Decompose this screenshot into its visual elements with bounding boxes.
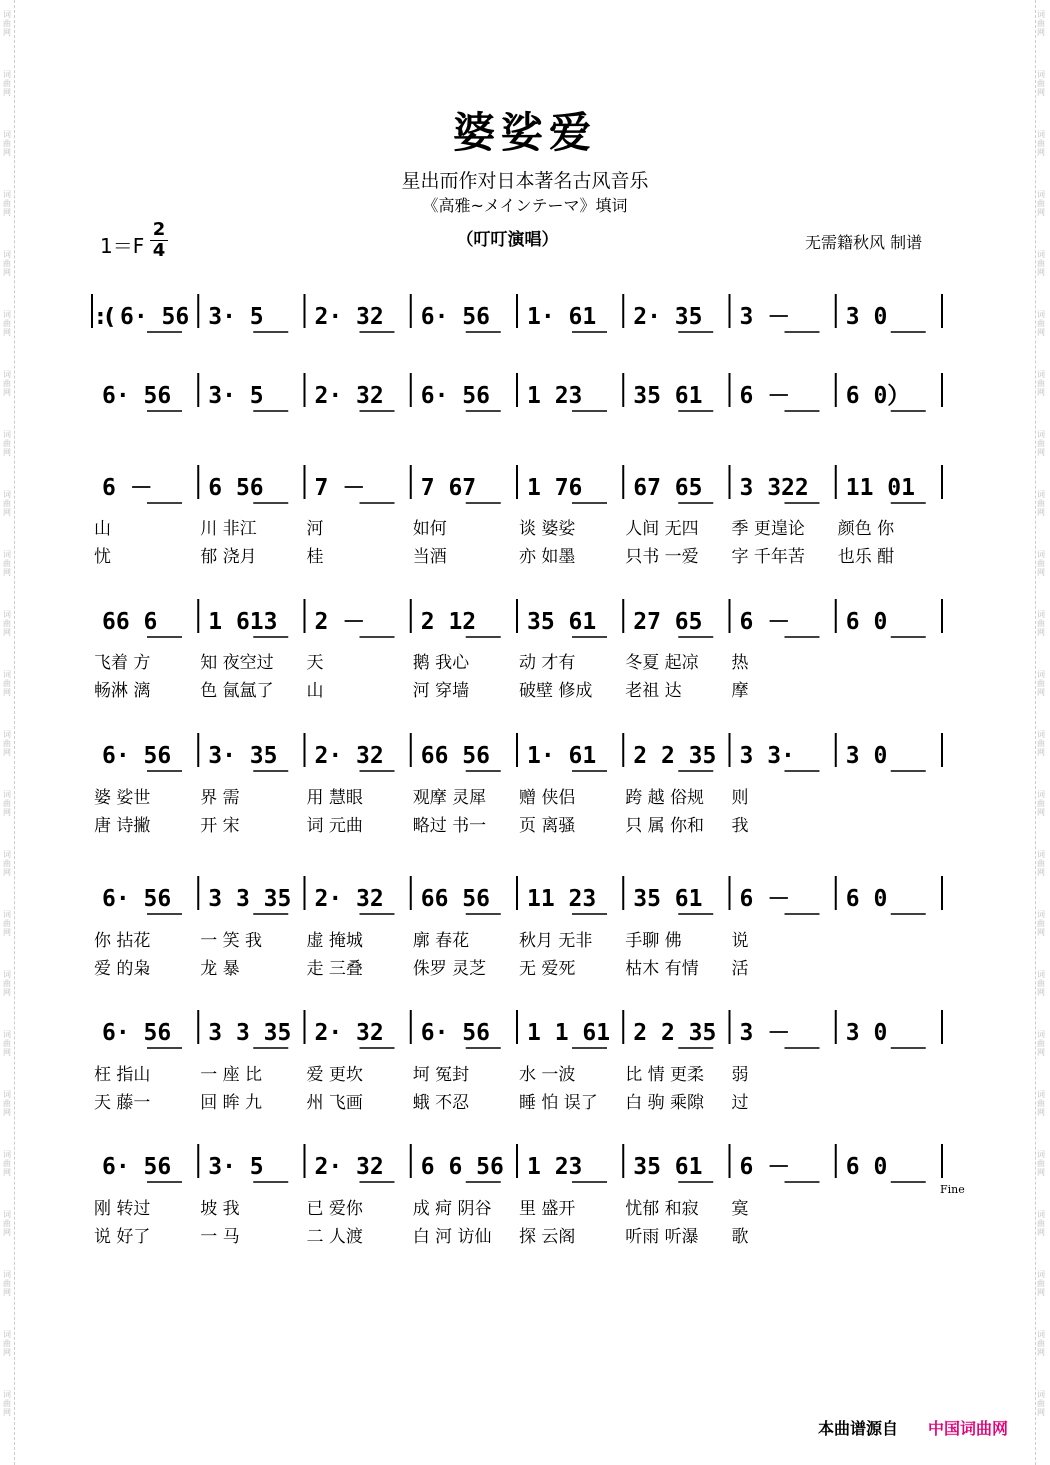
lyric-syllables: 天 藤一 [94,1093,151,1113]
measure-notes: 2· 32 [314,1020,384,1046]
margin-watermark: 词 曲 网 [1037,370,1045,397]
measure-notes: 6 － [739,609,791,635]
lyric-syllables: 动 才有 [519,653,576,673]
measure-notes: 1 613 [208,609,278,635]
margin-watermark: 词 曲 网 [1037,790,1045,817]
measure-notes: 3 322 [739,475,809,501]
measure-notes: 2· 32 [314,886,384,912]
lyric-syllables: 破壁 修成 [519,681,593,701]
lyric-syllables: 二 人渡 [306,1227,363,1247]
lyric-syllables: 郁 浇月 [200,547,257,567]
lyric-syllables: 如何 [412,519,447,539]
measure-notes: 6 0） [845,383,911,409]
lyric-syllables: 白 河 访仙 [412,1227,492,1247]
margin-watermark: 词 曲 网 [3,1210,11,1237]
lyric-syllables: 手聊 佛 [625,931,682,951]
lyric-syllables: 过 [731,1093,749,1113]
measure-notes: 3 － [739,304,791,330]
margin-watermark: 词 曲 网 [3,130,11,157]
lyric-syllables: 山 [94,519,111,539]
margin-watermark: 词 曲 网 [1037,310,1045,337]
measure-notes: 2 － [314,609,366,635]
lyric-syllables: 坷 冤封 [412,1065,470,1085]
measure-notes: 2· 35 [633,304,703,330]
measure-notes: 66 6 [102,609,158,635]
measure-notes: 6 － [739,1154,791,1180]
margin-watermark: 词 曲 网 [3,250,11,277]
lyric-syllables: 词 元曲 [306,816,363,836]
footer-source-label: 本曲谱源自 [818,1419,899,1438]
measure-notes: 66 56 [420,743,490,769]
lyric-syllables: 坡 我 [200,1199,240,1219]
lyric-syllables: 也乐 酣 [837,547,895,567]
lyric-syllables: 只书 一爱 [625,547,699,567]
lyric-syllables: 一 笑 我 [200,931,263,951]
time-signature-top: 2 [150,220,168,241]
lyric-syllables: 亦 如墨 [519,547,576,567]
lyric-syllables: 一 马 [200,1227,240,1247]
measure-notes: 3 3 35 [208,1020,292,1046]
lyric-syllables: 秋月 无非 [519,931,593,951]
margin-watermark: 词 曲 网 [3,610,11,637]
lyric-syllables: 赠 侠侣 [519,788,576,808]
measure-notes: 2 2 35 [633,743,717,769]
measure-notes: 6· 56 [120,304,190,330]
lyric-syllables: 知 夜空过 [200,653,274,673]
margin-watermark: 词 曲 网 [1037,190,1045,217]
margin-watermark: 词 曲 网 [3,970,11,997]
measure-notes: 3 3 35 [208,886,292,912]
margin-watermark: 词 曲 网 [3,490,11,517]
margin-watermark: 词 曲 网 [3,1150,11,1177]
lyric-syllables: 河 [306,519,324,539]
margin-watermark: 词 曲 网 [1037,430,1045,457]
lyric-syllables: 冬夏 起凉 [625,653,699,673]
measure-notes: 67 65 [633,475,703,501]
margin-watermark: 词 曲 网 [3,70,11,97]
margin-watermark: 词 曲 网 [1037,850,1045,877]
repeat-start-sign: :( [96,305,115,330]
lyric-syllables: 观摩 灵犀 [412,788,487,808]
lyric-syllables: 枯木 有情 [625,959,699,979]
margin-watermark: 词 曲 网 [1037,490,1045,517]
lyric-syllables: 河 穿墙 [412,681,470,701]
lyric-syllables: 页 离骚 [519,816,576,836]
measure-notes: 35 61 [527,609,597,635]
margin-watermark: 词 曲 网 [3,910,11,937]
lyric-syllables: 走 三叠 [306,959,363,979]
measure-notes: 11 01 [845,475,915,501]
margin-watermark: 词 曲 网 [3,10,11,37]
lyric-syllables: 色 氤氲了 [200,681,274,701]
lyric-syllables: 人间 无四 [625,519,699,539]
lyric-syllables: 比 情 更柔 [625,1065,705,1085]
lyric-syllables: 廓 春花 [412,931,470,951]
measure-notes: 6 － [102,475,153,501]
lyric-syllables: 里 盛开 [519,1199,576,1219]
lyric-syllables: 睡 怕 误了 [519,1093,598,1113]
measure-notes: 2 12 [420,609,477,635]
measure-notes: 3· 5 [208,304,264,330]
song-subtitle: 星出而作对日本著名古风音乐 [401,170,649,192]
margin-watermark: 词 曲 网 [1037,970,1045,997]
margin-watermark: 词 曲 网 [1037,610,1045,637]
key-signature: 1＝F [100,234,145,258]
lyric-syllables: 听雨 听瀑 [625,1227,699,1247]
measure-notes: 2 2 35 [633,1020,717,1046]
margin-watermark: 词 曲 网 [3,1390,11,1417]
margin-watermark: 词 曲 网 [1037,1270,1045,1297]
lyric-syllables: 摩 [731,681,749,701]
lyric-syllables: 一 座 比 [200,1065,263,1085]
margin-watermark: 词 曲 网 [1037,10,1045,37]
lyric-syllables: 季 更遑论 [731,519,805,539]
measure-notes: 3 － [739,1020,791,1046]
measure-notes: 1· 61 [527,743,597,769]
measure-notes: 6· 56 [102,383,172,409]
measure-notes: 1 23 [527,383,583,409]
margin-watermark: 词 曲 网 [1037,730,1045,757]
lyric-syllables: 枉 指山 [94,1065,151,1085]
measure-notes: 6 6 56 [420,1154,504,1180]
lyric-syllables: 用 慧眼 [306,788,363,808]
lyric-syllables: 当酒 [412,547,447,567]
lyric-syllables: 鹅 我心 [412,653,470,673]
lyric-syllables: 爱 更坎 [306,1065,363,1085]
margin-watermark: 词 曲 网 [3,670,11,697]
lyric-syllables: 只 属 你和 [625,816,705,836]
measure-notes: 35 61 [633,1154,703,1180]
lyric-syllables: 界 需 [200,788,240,808]
measure-notes: 7 67 [420,475,477,501]
measure-notes: 6 0 [845,1154,888,1180]
measure-notes: 3· 5 [208,383,264,409]
lyric-syllables: 字 千年苦 [731,547,805,567]
score-maker-credit: 无需籍秋风 制谱 [805,233,923,252]
margin-watermark: 词 曲 网 [1037,1390,1045,1417]
measure-notes: 6· 56 [102,1020,172,1046]
margin-watermark: 词 曲 网 [1037,1330,1045,1357]
lyric-syllables: 蛾 不忍 [412,1093,470,1113]
margin-watermark: 词 曲 网 [3,550,11,577]
margin-watermark: 词 曲 网 [1037,910,1045,937]
lyric-syllables: 婆 娑世 [94,788,151,808]
lyric-syllables: 水 一波 [519,1065,576,1085]
lyric-syllables: 无 爱死 [519,959,576,979]
lyric-syllables: 活 [731,959,749,979]
measure-notes: 2· 32 [314,304,384,330]
fine-marking: Fine [940,1183,965,1196]
lyric-syllables: 唐 诗撇 [94,816,151,836]
margin-watermark: 词 曲 网 [1037,130,1045,157]
lyric-syllables: 忧郁 和寂 [625,1199,699,1219]
measure-notes: 35 61 [633,383,703,409]
lyric-syllables: 探 云阁 [519,1227,576,1247]
lyric-syllables: 老祖 达 [625,681,682,701]
measure-notes: 6· 56 [420,1020,490,1046]
lyric-syllables: 爱 的枭 [94,959,151,979]
lyric-syllables: 忧 [94,547,111,567]
singer-credit: （叮叮演唱） [456,230,559,250]
measure-notes: 6 56 [208,475,264,501]
lyric-syllables: 开 宋 [200,816,240,836]
margin-watermark: 词 曲 网 [3,790,11,817]
time-signature-bottom: 4 [152,240,166,261]
lyric-syllables: 颜色 你 [837,519,895,539]
lyric-syllables: 山 [306,681,324,701]
lyric-syllables: 回 眸 九 [200,1093,263,1113]
lyric-syllables: 你 拈花 [94,931,151,951]
margin-watermark: 词 曲 网 [3,1270,11,1297]
lyric-syllables: 我 [731,816,749,836]
lyric-syllables: 热 [731,653,749,673]
measure-notes: 3· 5 [208,1154,264,1180]
margin-watermark: 词 曲 网 [3,1330,11,1357]
lyric-syllables: 天 [306,653,324,673]
lyric-syllables: 白 驹 乘隙 [625,1093,705,1113]
margin-watermark: 词 曲 网 [3,730,11,757]
measure-notes: 6· 56 [420,383,490,409]
margin-watermark: 词 曲 网 [3,190,11,217]
measure-notes: 3 3· [739,743,795,769]
lyric-syllables: 畅淋 漓 [94,681,151,701]
lyric-syllables: 飞着 方 [94,653,151,673]
lyric-syllables: 歌 [731,1227,749,1247]
measure-notes: 7 － [314,475,366,501]
measure-notes: 6· 56 [102,743,172,769]
measure-notes: 6· 56 [102,886,172,912]
lyric-syllables: 川 非江 [200,519,257,539]
lyric-syllables: 弱 [731,1065,749,1085]
margin-watermark: 词 曲 网 [3,310,11,337]
measure-notes: 6· 56 [102,1154,172,1180]
measure-notes: 2· 32 [314,743,384,769]
margin-watermark: 词 曲 网 [3,1090,11,1117]
measure-notes: 6 0 [845,886,888,912]
lyric-syllables: 谈 婆娑 [519,519,576,539]
margin-watermark: 词 曲 网 [1037,550,1045,577]
measure-notes: 3 0 [845,304,888,330]
margin-watermark: 词 曲 网 [1037,1030,1045,1057]
lyric-syllables: 已 爱你 [306,1199,363,1219]
measure-notes: 3· 35 [208,743,278,769]
margin-watermark: 词 曲 网 [3,430,11,457]
measure-notes: 66 56 [420,886,490,912]
measure-notes: 2· 32 [314,383,384,409]
measure-notes: 6 － [739,886,791,912]
lyric-syllables: 龙 暴 [200,959,240,979]
lyric-syllables: 成 疴 阴谷 [412,1199,492,1219]
measure-notes: 27 65 [633,609,703,635]
lyric-syllables: 跨 越 俗规 [625,788,705,808]
measure-notes: 6 0 [845,609,888,635]
song-subtitle-source: 《高雅~メインテーマ》填词 [422,196,628,215]
margin-watermark: 词 曲 网 [3,850,11,877]
margin-watermark: 词 曲 网 [1037,670,1045,697]
lyric-syllables: 刚 转过 [94,1199,151,1219]
lyric-syllables: 说 好了 [94,1227,151,1247]
lyric-syllables: 桂 [306,547,324,567]
margin-watermark: 词 曲 网 [1037,1150,1045,1177]
margin-watermark: 词 曲 网 [1037,70,1045,97]
measure-notes: 1· 61 [527,304,597,330]
margin-watermark: 词 曲 网 [1037,250,1045,277]
measure-notes: 1 1 61 [527,1020,611,1046]
measure-notes: 6 － [739,383,791,409]
margin-watermark: 词 曲 网 [1037,1210,1045,1237]
measure-notes: 6· 56 [420,304,490,330]
measure-notes: 11 23 [527,886,597,912]
lyric-syllables: 说 [731,931,749,951]
measure-notes: 3 0 [845,1020,888,1046]
measure-notes: 2· 32 [314,1154,384,1180]
measure-notes: 1 23 [527,1154,583,1180]
song-title: 婆娑爱 [452,108,597,157]
margin-watermark: 词 曲 网 [1037,1090,1045,1117]
margin-watermark: 词 曲 网 [3,370,11,397]
lyric-syllables: 虚 掩城 [306,931,363,951]
margin-watermark: 词 曲 网 [3,1030,11,1057]
lyric-syllables: 则 [731,788,749,808]
lyric-syllables: 州 飞画 [306,1093,363,1113]
lyric-syllables: 侏罗 灵芝 [412,959,487,979]
measure-notes: 1 76 [527,475,583,501]
measure-notes: 35 61 [633,886,703,912]
measure-notes: 3 0 [845,743,888,769]
lyric-syllables: 寞 [731,1199,749,1219]
lyric-syllables: 略过 书一 [412,816,487,836]
footer-site-link[interactable]: 中国词曲网 [928,1419,1009,1438]
